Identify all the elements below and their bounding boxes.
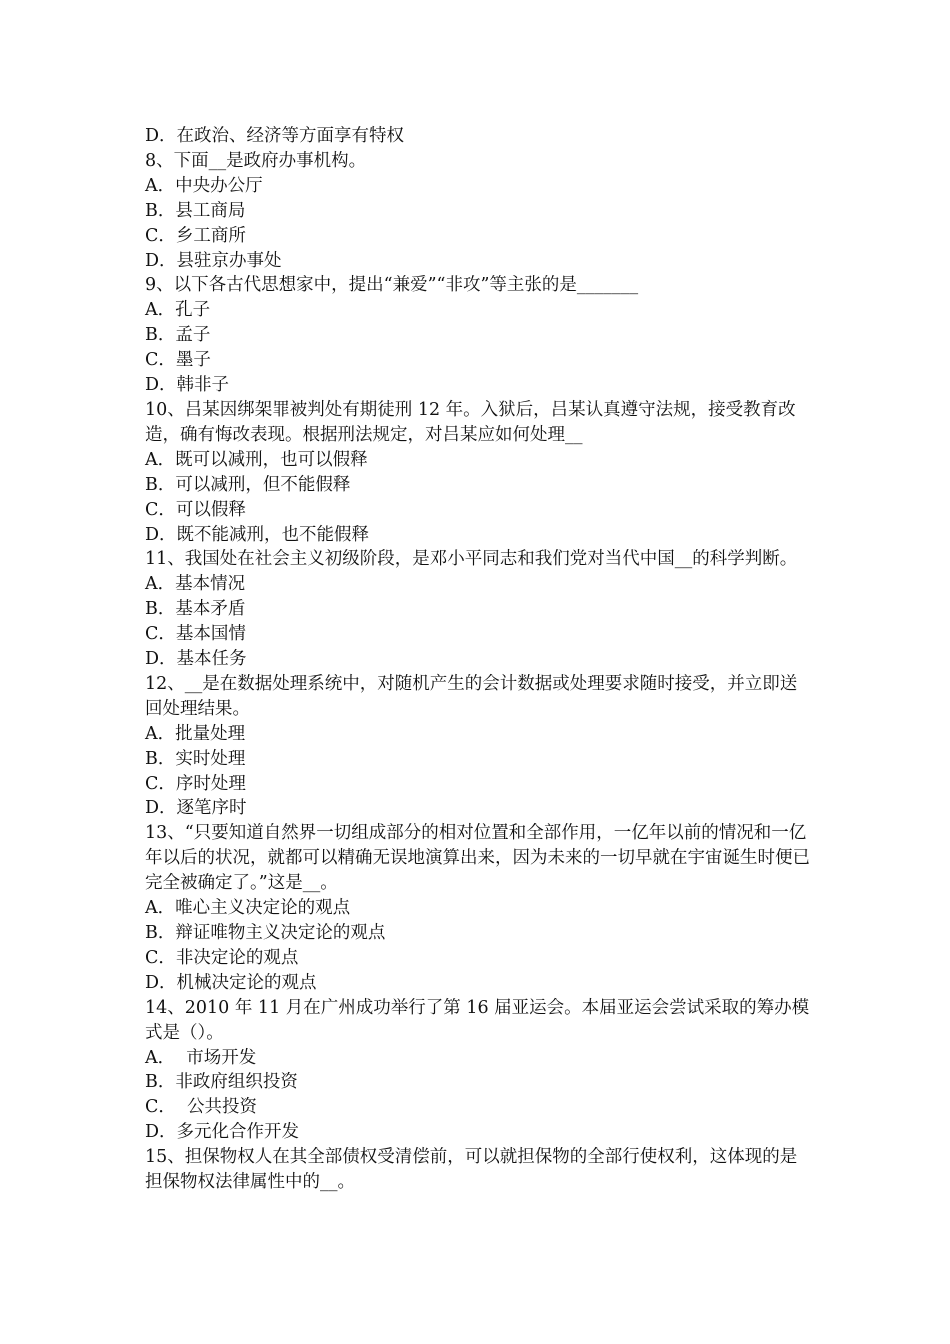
- question-14: [145, 996, 810, 1145]
- option-d: D．县驻京办事处: [145, 250, 282, 271]
- question-stem: 11、我国处在社会主义初级阶段，是邓小平同志和我们党对当代中国__的科学判断。: [145, 549, 798, 570]
- option-a: A．中央办公厅: [145, 175, 263, 196]
- question-15: [145, 1145, 810, 1195]
- question-stem: 15、担保物权人在其全部债权受清偿前，可以就担保物的全部行使权利，这体现的是担保物权法律属性中的__。: [145, 1147, 798, 1193]
- option-b: B．孟子: [145, 325, 211, 346]
- question-9: [145, 273, 810, 398]
- question-stem: 13、“只要知道自然界一切组成部分的相对位置和全部作用，一亿年以前的情况和一亿年以后的状况，就都可以精确无误地演算出来，因为未来的一切早就在宇宙诞生时便已完全被确定了。”这是__。: [145, 823, 810, 894]
- option-d: D．机械决定论的观点: [145, 972, 317, 993]
- option-a: A．唯心主义决定论的观点: [145, 898, 351, 919]
- option-b: B．可以减刑，但不能假释: [145, 474, 351, 495]
- option-b: B．基本矛盾: [145, 599, 246, 620]
- option-b: B．辩证唯物主义决定论的观点: [145, 923, 386, 943]
- option-d: D．基本任务: [145, 649, 247, 670]
- question-stem: 9、以下各古代思想家中，提出“兼爱”“非攻”等主张的是_______: [145, 275, 639, 296]
- option-b: B．县工商局: [145, 200, 246, 221]
- question-10: [145, 398, 810, 547]
- question-stem: 12、__是在数据处理系统中，对随机产生的会计数据或处理要求随时接受，并立即送回处理结果。: [145, 673, 798, 719]
- question-8: [145, 149, 810, 274]
- leading-option: D．在政治、经济等方面享有特权: [145, 126, 405, 146]
- option-c: C．基本国情: [145, 624, 246, 645]
- option-d: D．多元化合作开发: [145, 1122, 300, 1143]
- question-list: [145, 124, 810, 1195]
- option-c: C．非决定论的观点: [145, 947, 299, 968]
- question-stem: 8、下面__是政府办事机构。: [145, 150, 367, 171]
- question-11: [145, 547, 810, 672]
- option-c: C．墨子: [145, 350, 211, 371]
- option-d: D．逐笔序时: [145, 798, 247, 819]
- question-13: [145, 821, 810, 995]
- option-a: A．基本情况: [145, 574, 246, 595]
- option-d: D．既不能减刑，也不能假释: [145, 524, 370, 545]
- question-stem: 10、吕某因绑架罪被判处有期徒刑 12 年。入狱后，吕某认真遵守法规，接受教育改造，确有悔改表现。根据刑法规定，对吕某应如何处理__: [145, 399, 796, 445]
- option-c: C．序时处理: [145, 773, 246, 794]
- option-b: B．实时处理: [145, 748, 246, 769]
- option-a: A．既可以减刑，也可以假释: [145, 449, 368, 470]
- question-stem: 14、2010 年 11 月在广州成功举行了第 16 届亚运会。本届亚运会尝试采取的筹办模式是（）。: [145, 997, 810, 1043]
- option-a: A．孔子: [145, 300, 211, 321]
- option-c: C．可以假释: [145, 499, 246, 520]
- option-c: C．乡工商所: [145, 225, 246, 246]
- question-12: [145, 672, 810, 821]
- option-a: A． 市场开发: [145, 1047, 257, 1068]
- option-c: C． 公共投资: [145, 1097, 258, 1118]
- option-a: A．批量处理: [145, 723, 246, 744]
- option-d: D．韩非子: [145, 375, 230, 396]
- option-b: B．非政府组织投资: [145, 1072, 298, 1093]
